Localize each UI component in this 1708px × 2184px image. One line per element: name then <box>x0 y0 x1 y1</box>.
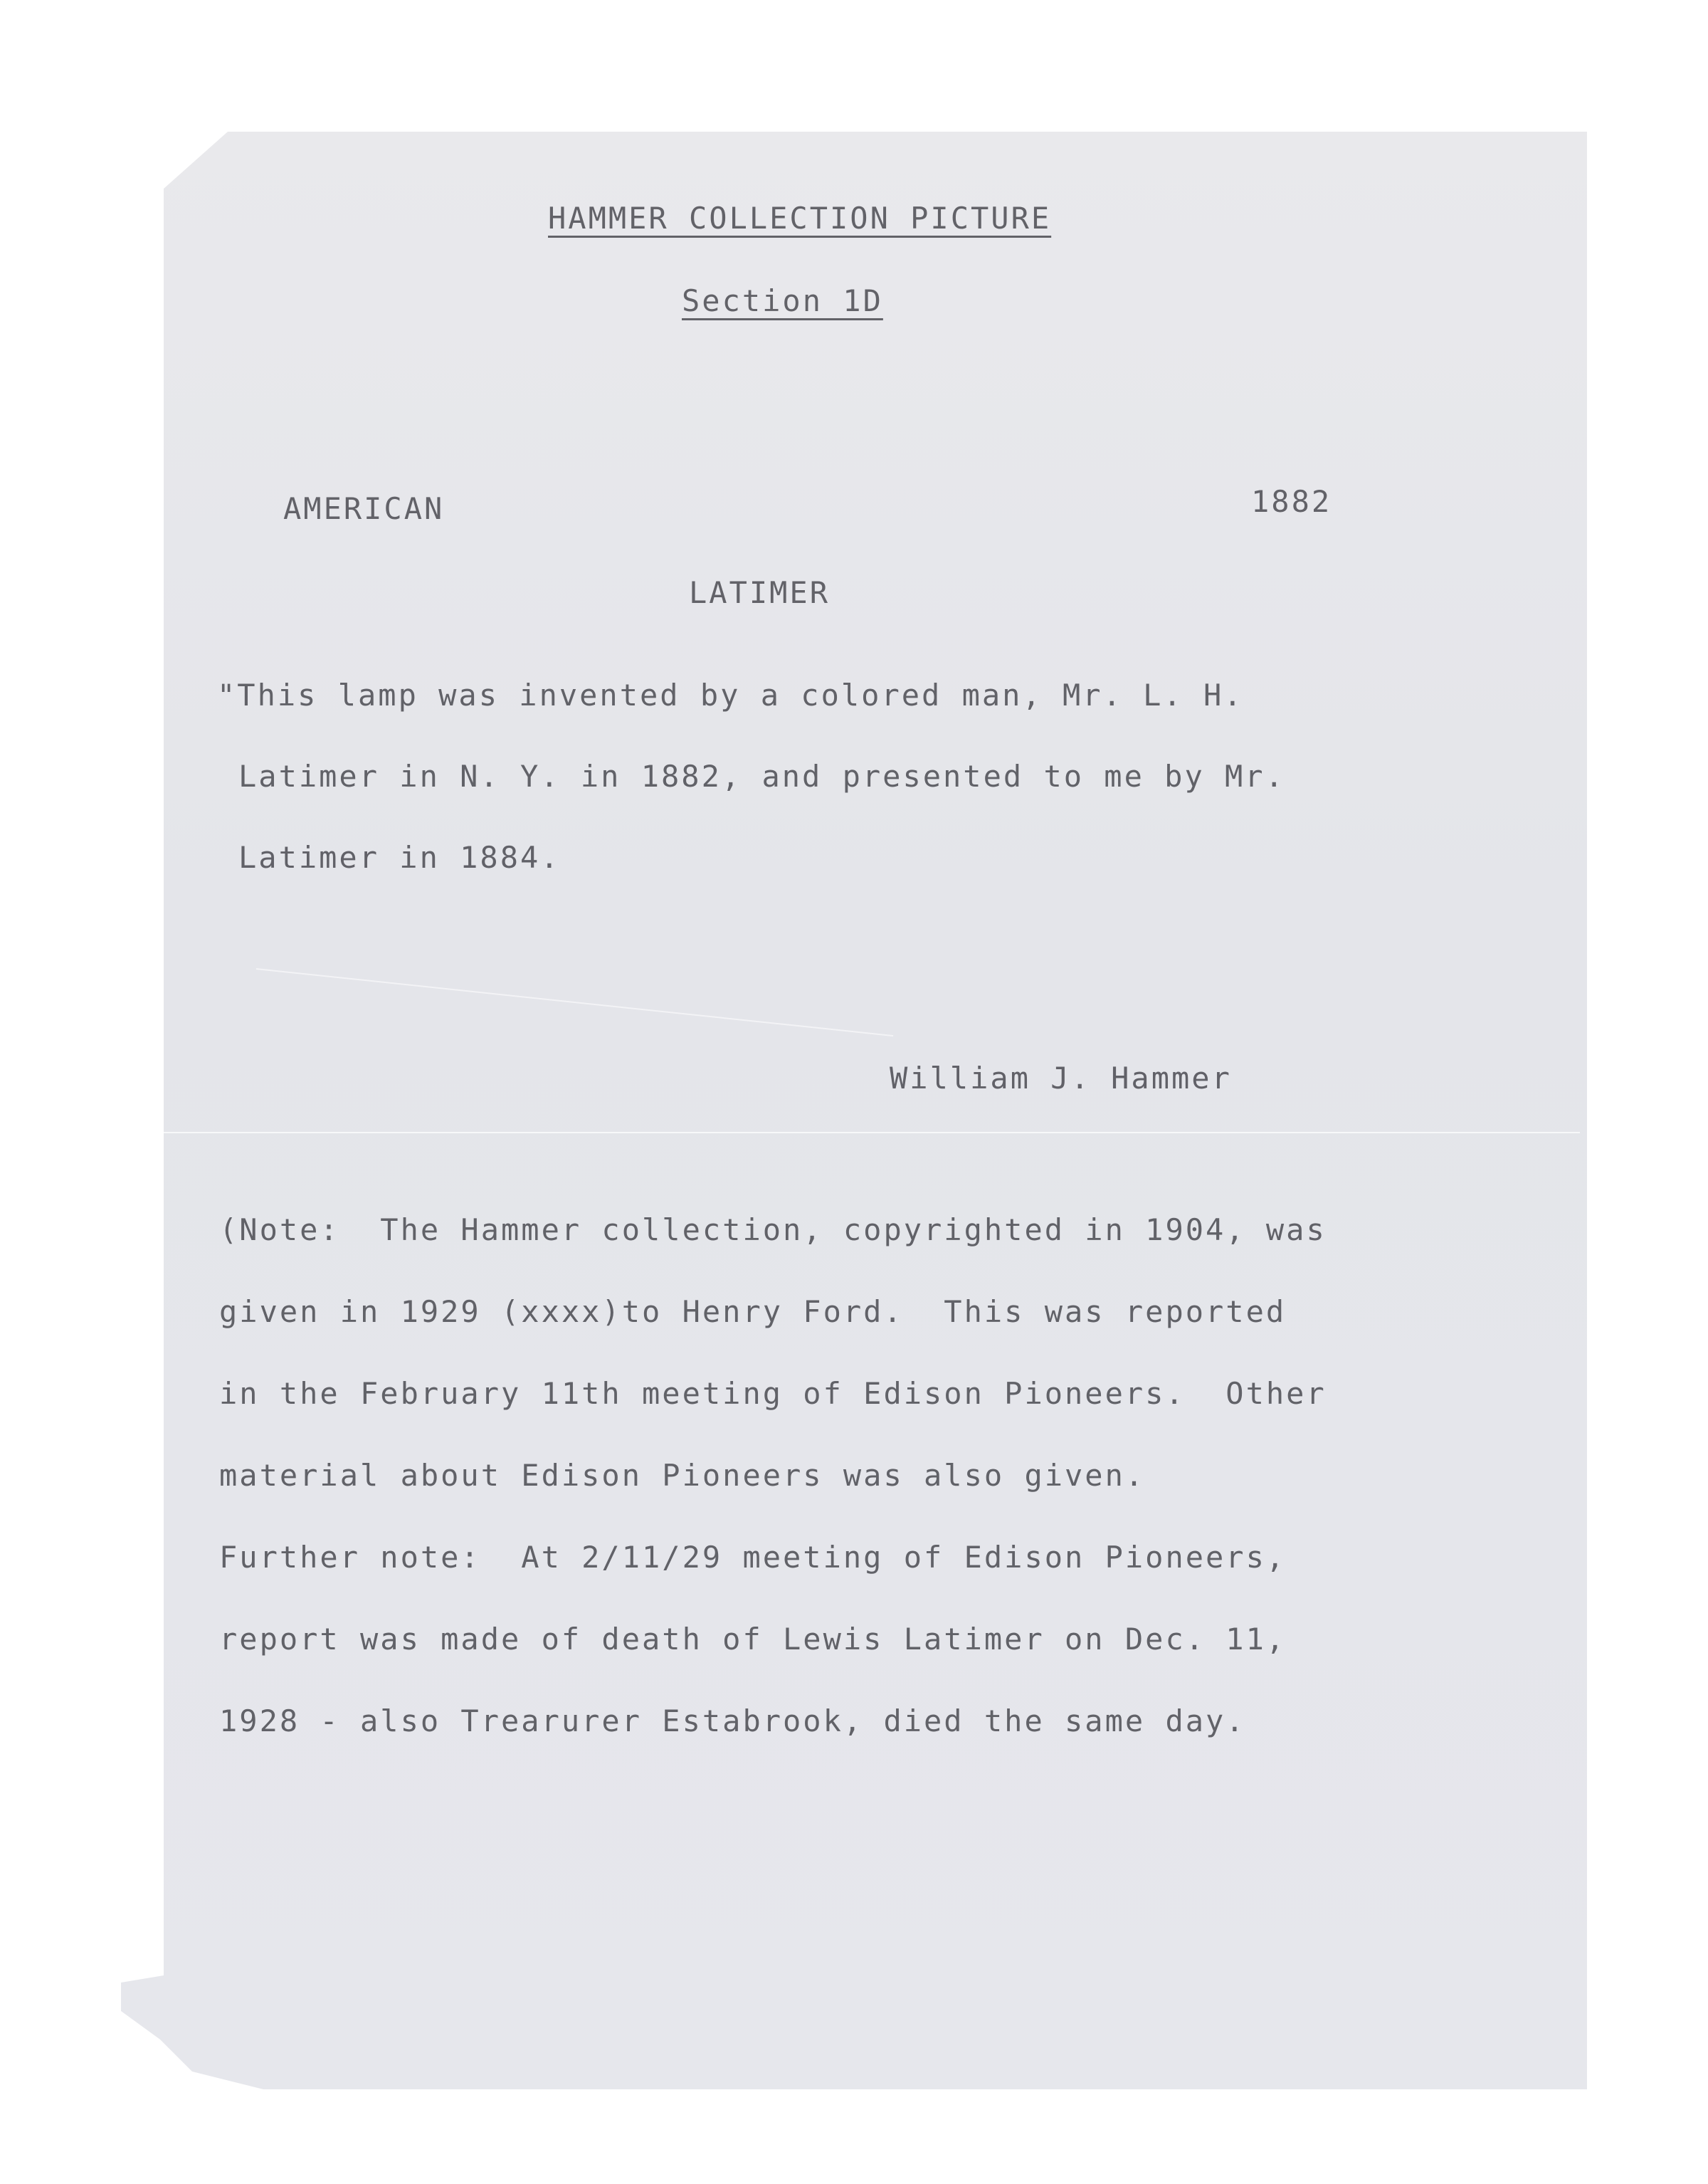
origin-label: AMERICAN <box>283 491 445 526</box>
signature-line: William J. Hammer <box>890 1061 1232 1096</box>
note-line: (Note: The Hammer collection, copyrighted in 1904, was <box>219 1212 1327 1247</box>
note-paragraph <box>219 1189 1327 1762</box>
note-line: Further note: At 2/11/29 meeting of Edison Pioneers, <box>219 1540 1287 1575</box>
note-line: report was made of death of Lewis Latimer on Dec. 11, <box>219 1622 1287 1657</box>
note-line: material about Edison Pioneers was also given. <box>219 1458 1146 1493</box>
document-title: HAMMER COLLECTION PICTURE <box>548 201 1052 236</box>
quote-line: Latimer in 1884. <box>238 840 561 875</box>
quote-line: "This lamp was invented by a colored man, Mr. L. H. <box>217 678 1244 713</box>
quote-paragraph <box>217 655 1285 898</box>
note-line: given in 1929 (xxxx)to Henry Ford. This was reported <box>219 1294 1287 1329</box>
paper-sheet <box>121 132 1587 2089</box>
quote-line: Latimer in N. Y. in 1882, and presented to me by Mr. <box>238 759 1285 794</box>
note-line: in the February 11th meeting of Edison Pioneers. Other <box>219 1376 1327 1411</box>
fold-line <box>128 1132 1580 1133</box>
section-label: Section 1D <box>682 283 883 318</box>
note-line: 1928 - also Trearurer Estabrook, died the same day. <box>219 1703 1246 1738</box>
year-label: 1882 <box>1251 484 1332 519</box>
subject-name: LATIMER <box>689 575 831 610</box>
